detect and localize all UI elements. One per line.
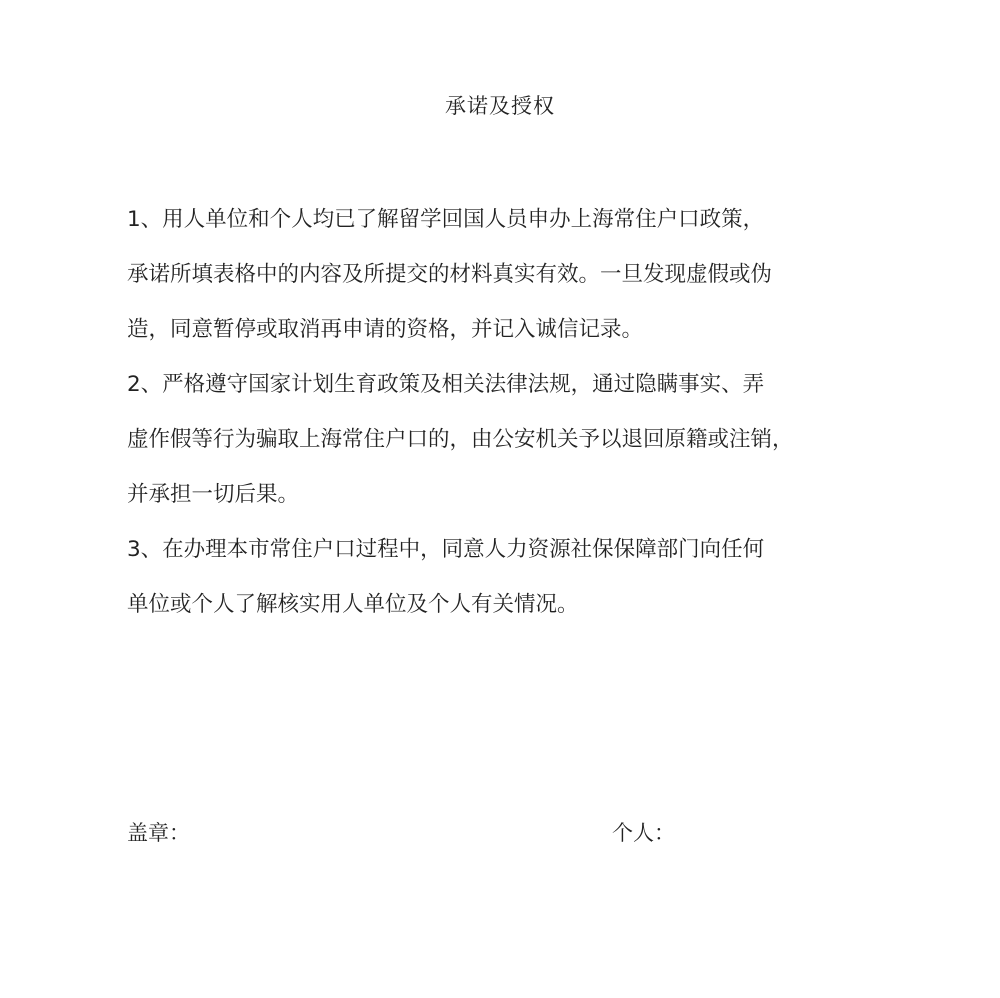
- document-title: 承诺及授权: [445, 94, 555, 118]
- body-line: 3、在办理本市常住户口过程中，同意人力资源社保保障部门向任何: [127, 537, 765, 562]
- body-line: 承诺所填表格中的内容及所提交的材料真实有效。一旦发现虚假或伪: [127, 262, 773, 287]
- document-body: [127, 200, 892, 640]
- body-line: 并承担一切后果。: [127, 482, 300, 507]
- body-line: 2、严格遵守国家计划生育政策及相关法律法规，通过隐瞒事实、弄: [127, 372, 765, 397]
- body-line: 虚作假等行为骗取上海常住户口的，由公安机关予以退回原籍或注销，: [127, 427, 794, 452]
- body-line: 1、用人单位和个人均已了解留学回国人员申办上海常住户口政策，: [127, 207, 765, 232]
- body-line: 单位或个人了解核实用人单位及个人有关情况。: [127, 592, 579, 617]
- seal-label: 盖章：: [127, 821, 190, 845]
- body-line: 造，同意暂停或取消再申请的资格，并记入诚信记录。: [127, 317, 644, 342]
- person-label: 个人：: [612, 821, 675, 845]
